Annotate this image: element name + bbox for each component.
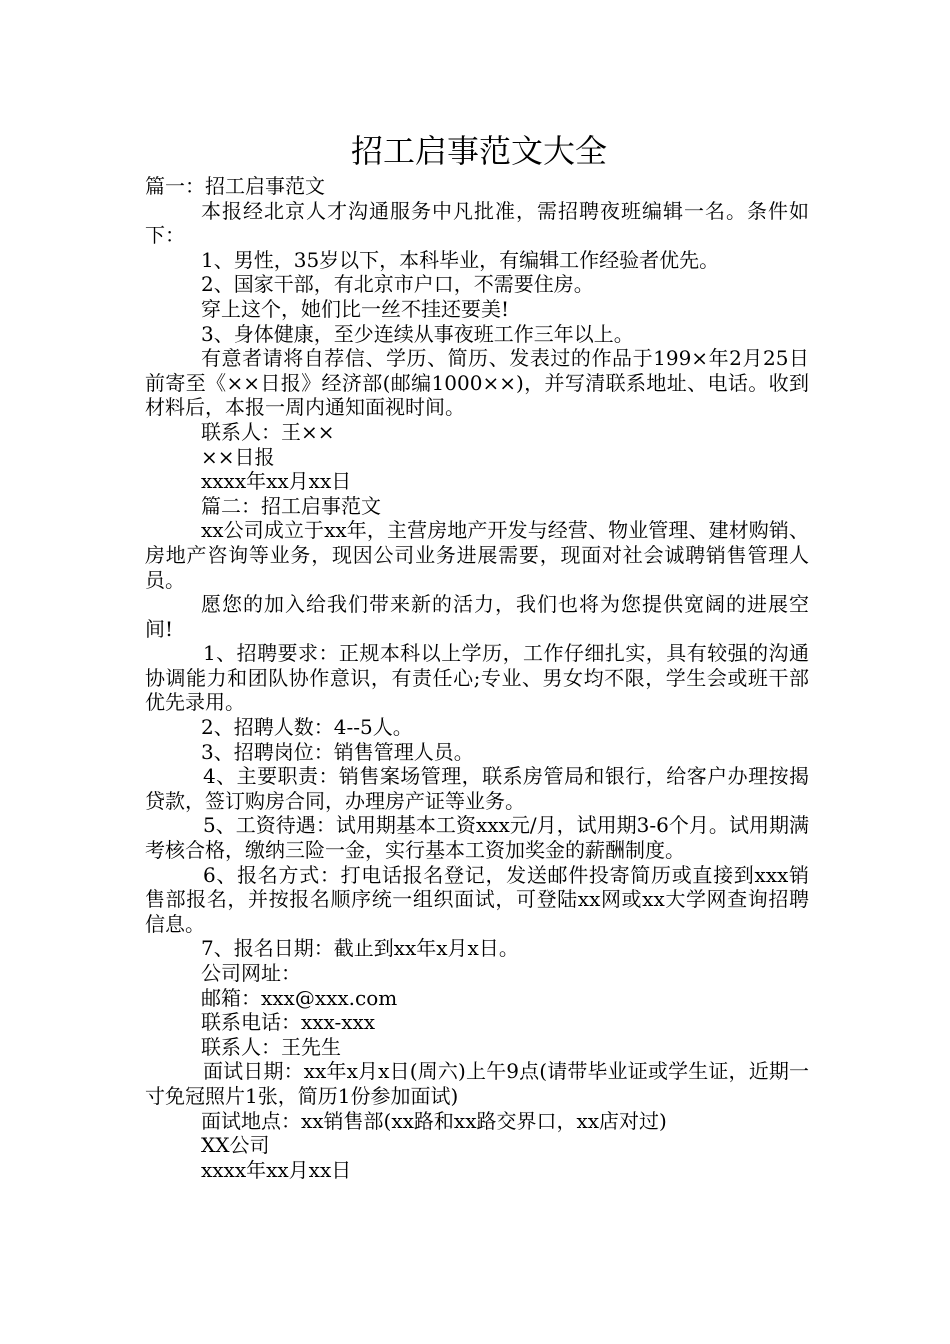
interview-date-line: 面试日期：xx年x月x日(周六)上午9点(请带毕业证或学生证，近期一寸免冠照片1张，简历1份参加面试) (145, 1059, 809, 1108)
phone-line: 联系电话：xxx-xxx (201, 1010, 376, 1035)
paragraph: 愿您的加入给我们带来新的活力，我们也将为您提供宽阔的进展空间! (145, 592, 809, 641)
website-line: 公司网址： (201, 961, 301, 985)
list-item: 1、男性，35岁以下，本科毕业，有编辑工作经验者优先。 (201, 247, 720, 272)
paragraph: xx公司成立于xx年，主营房地产开发与经营、物业管理、建材购销、房地产咨询等业务，现因公司业务进展需要，现面对社会诚聘销售管理人员。 (145, 518, 809, 592)
document-page (145, 128, 809, 1182)
interview-location-line: 面试地点：xx销售部(xx路和xx路交界口，xx店对过) (201, 1108, 667, 1133)
email-line: 邮箱：xxx@xxx.com (201, 985, 398, 1010)
paragraph: 本报经北京人才沟通服务中凡批准，需招聘夜班编辑一名。条件如下： (145, 198, 809, 248)
list-item: 1、招聘要求：正规本科以上学历，工作仔细扎实，具有较强的沟通协调能力和团队协作意识，有责任心;专业、男女均不限，学生会或班干部优先录用。 (145, 641, 809, 715)
section-heading: 篇一：招工启事范文 (145, 174, 325, 198)
list-item: 3、招聘岗位：销售管理人员。 (201, 739, 474, 764)
date-line: xxxx年xx月xx日 (201, 469, 352, 494)
signature-line: ××日报 (201, 444, 275, 469)
paragraph: 有意者请将自荐信、学历、简历、发表过的作品于199×年2月25日前寄至《××日报》经济部(邮编1000××)，并写清联系地址、电话。收到材料后，本报一周内通知面视时间。 (145, 346, 809, 420)
list-item: 7、报名日期：截止到xx年x月x日。 (201, 936, 519, 961)
list-item: 3、身体健康，至少连续从事夜班工作三年以上。 (201, 321, 634, 346)
section-heading: 篇二：招工启事范文 (201, 493, 381, 518)
document-title: 招工启事范文大全 (350, 132, 607, 170)
date-line: xxxx年xx月xx日 (201, 1157, 352, 1182)
contact-line: 联系人：王×× (201, 419, 335, 444)
paragraph: 穿上这个，她们比一丝不挂还要美! (201, 296, 510, 321)
list-item: 5、工资待遇：试用期基本工资xxx元/月，试用期3-6个月。试用期满考核合格，缴纳三险一金，实行基本工资加奖金的薪酬制度。 (145, 813, 809, 863)
contact-line: 联系人：王先生 (201, 1034, 341, 1059)
signature-line: XX公司 (201, 1133, 270, 1158)
list-item: 2、招聘人数：4--5人。 (201, 715, 413, 740)
list-item: 6、报名方式：打电话报名登记，发送邮件投寄简历或直接到xxx销售部报名，并按报名顺序统一组织面试，可登陆xx网或xx大学网查询招聘信息。 (145, 862, 809, 936)
list-item: 4、主要职责：销售案场管理，联系房管局和银行，给客户办理按揭贷款，签订购房合同，办理房产证等业务。 (145, 764, 809, 813)
list-item: 2、国家干部，有北京市户口，不需要住房。 (201, 272, 594, 297)
